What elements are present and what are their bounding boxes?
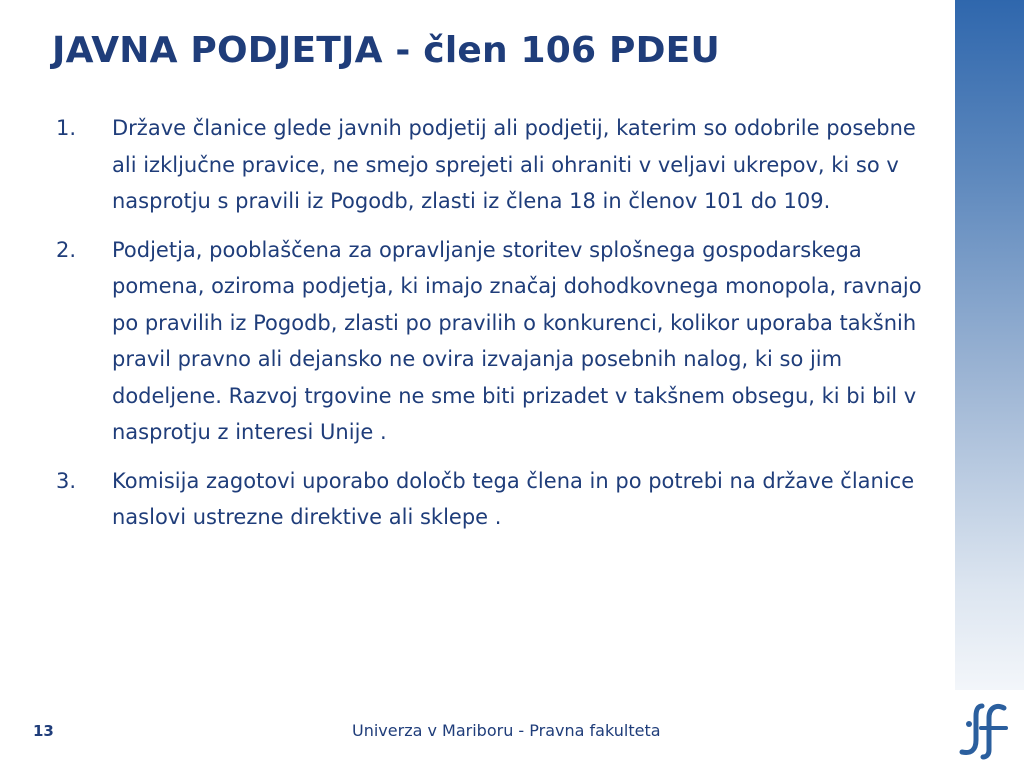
- list-item-text: Komisija zagotovi uporabo določb tega člena in po potrebi na države članice naslovi ustrezne direktive ali sklepe .: [112, 468, 915, 529]
- pf-logo-icon: [956, 700, 1014, 760]
- slide-page-number: 13: [33, 722, 54, 740]
- list-item-number: 3.: [56, 468, 77, 493]
- footer-institution: Univerza v Mariboru - Pravna fakulteta: [352, 721, 661, 740]
- list-item: [56, 232, 936, 451]
- article-paragraph-list: [56, 110, 936, 548]
- list-item: [56, 110, 936, 220]
- list-item-number: 1.: [56, 116, 77, 140]
- slide-title: JAVNA PODJETJA - člen 106 PDEU: [52, 30, 720, 71]
- list-item-text: Podjetja, pooblaščena za opravljanje storitev splošnega gospodarskega pomena, oziroma podjetja, ki imajo značaj dohodkovnega monopola, ravnajo po pravilih iz Pogodb, zlasti po pravilih o konkurenci, kolikor uporaba takšnih pravil pravno ali dejansko ne ovira izvajanja posebnih nalog, ki so jim dodeljene. Razvoj trgovine ne sme biti prizadet v takšnem obsegu, ki bi bil v nasprotju z interesi Unije .: [112, 237, 922, 444]
- list-item-number: 2.: [56, 237, 77, 262]
- list-item: [56, 463, 936, 536]
- decorative-side-band: [955, 0, 1024, 690]
- list-item-text: Države članice glede javnih podjetij ali podjetij, katerim so odobrile posebne ali izključne pravice, ne smejo sprejeti ali ohraniti v veljavi ukrepov, ki so v nasprotju s pravili iz Pogodb, zlasti iz člena 18 in členov 101 do 109.: [112, 116, 916, 213]
